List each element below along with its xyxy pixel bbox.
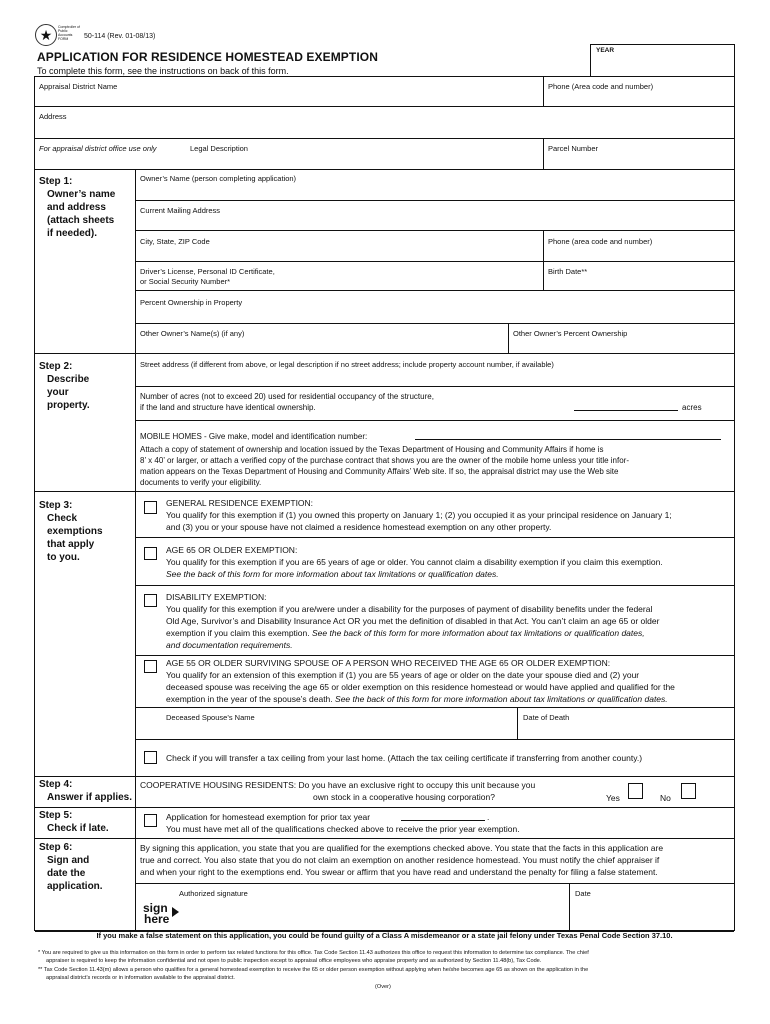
affirmation-text: and when your right to the exemptions end. You swear or affirm that you have read and understand the penalty for filing a false statement. xyxy=(140,867,658,877)
district-phone-label: Phone (Area code and number) xyxy=(548,82,654,91)
sign-arrow-icon xyxy=(172,907,179,917)
step1-line: and address xyxy=(47,202,106,213)
disability-exemption-checkbox[interactable] xyxy=(144,594,157,607)
date-label: Date xyxy=(575,889,591,898)
mobile-text: Attach a copy of statement of ownership and location issued by the Texas Department of Housing and Community Affairs if home is xyxy=(140,445,604,454)
mobile-home-id-field[interactable] xyxy=(415,431,721,440)
form-frame xyxy=(34,76,735,931)
sign-label: sign xyxy=(143,901,168,915)
page-title: APPLICATION FOR RESIDENCE HOMESTEAD EXEMPTION xyxy=(37,50,378,64)
age65-exemption-heading: AGE 65 OR OLDER EXEMPTION: xyxy=(166,545,298,555)
office-use-label: For appraisal district office use only xyxy=(39,144,157,153)
period: . xyxy=(487,812,490,822)
footnote: ** Tax Code Section 11.43(m) allows a person who qualifies for a general homestead exemption to receive the 65 or older person exemption without applying when he/she becomes age 65 as shown on the application in the xyxy=(38,967,589,973)
footnote: appraisal district’s records or in information available to the appraisal district. xyxy=(46,975,235,981)
step2-title: Step 2: xyxy=(39,361,73,372)
general-exemption-text: You qualify for this exemption if (1) you owned this property on January 1; (2) you occupied it as your principal residence on January 1; xyxy=(166,510,672,520)
acres-text-2: if the land and structure have identical ownership. xyxy=(140,403,316,412)
over-label: (Over) xyxy=(375,984,391,990)
disability-exemption-text: You qualify for this exemption if you are/were under a disability for the purposes of payment of disability benefits under the federal xyxy=(166,604,653,614)
form-number: 50-114 (Rev. 01-08/13) xyxy=(84,33,156,40)
age65-exemption-text: You qualify for this exemption if you are 65 years of age or older. You cannot claim a disability exemption if you claim this exemption. xyxy=(166,557,663,567)
seal-text: Comptroller of Public Accounts FORM xyxy=(58,25,80,41)
acres-text-1: Number of acres (not to exceed 20) used for residential occupancy of the structure, xyxy=(140,392,434,401)
general-exemption-text: and (3) you or your spouse have not claimed a residence homestead exemption on any other property. xyxy=(166,522,552,532)
surviving-spouse-checkbox[interactable] xyxy=(144,660,157,673)
prior-year-label: Application for homestead exemption for prior tax year xyxy=(166,812,371,822)
step3-line: that apply xyxy=(47,539,95,550)
step6-title: Step 6: xyxy=(39,842,73,853)
yes-label: Yes xyxy=(606,793,620,803)
authorized-signature-label: Authorized signature xyxy=(179,889,248,898)
signature-field[interactable] xyxy=(183,917,563,929)
license-label-1: Driver’s License, Personal ID Certificate, xyxy=(140,267,275,276)
surviving-spouse-heading: AGE 55 OR OLDER SURVIVING SPOUSE OF A PERSON WHO RECEIVED THE AGE 65 OR OLDER EXEMPTION: xyxy=(166,658,611,668)
step6-line: Sign and xyxy=(47,855,90,866)
footnote: appraiser is required to keep the information confidential and not open to public inspection except to appraisal office employees who appraise property and as authorized by Section 11.48(b), Tax Code. xyxy=(46,958,542,964)
late-application-checkbox[interactable] xyxy=(144,814,157,827)
step6-line: date the xyxy=(47,868,86,879)
age65-exemption-checkbox[interactable] xyxy=(144,547,157,560)
owner-phone-label: Phone (area code and number) xyxy=(548,237,653,246)
false-statement-warning: If you make a false statement on this application, you could be found guilty of a Class A misdemeanor or a state jail felony under Texas Penal Code Section 37.10. xyxy=(96,931,673,940)
tax-ceiling-transfer-text: Check if you will transfer a tax ceiling from your last home. (Attach the tax ceiling certificate if transferring from another county.) xyxy=(166,753,643,763)
step4-line: Answer if applies. xyxy=(47,792,133,803)
other-percent-label: Other Owner’s Percent Ownership xyxy=(513,329,628,338)
disability-exemption-heading: DISABILITY EXEMPTION: xyxy=(166,592,267,602)
here-label: here xyxy=(144,912,170,926)
percent-ownership-label: Percent Ownership in Property xyxy=(140,298,243,307)
step1-title: Step 1: xyxy=(39,176,73,187)
no-label: No xyxy=(660,793,671,803)
surviving-spouse-text: deceased spouse was receiving the age 65 or older exemption on this residence homestead or would have applied and qualified for the xyxy=(166,682,675,692)
city-state-zip-label: City, State, ZIP Code xyxy=(140,237,210,246)
disability-exemption-note: and documentation requirements. xyxy=(166,640,293,650)
affirmation-text: true and correct. You also state that you do not claim an exemption on another residence homestead. You must notify the chief appraiser if xyxy=(140,855,660,865)
license-label-2: or Social Security Number* xyxy=(140,277,231,286)
prior-tax-year-field[interactable] xyxy=(401,812,485,821)
comptroller-seal-icon: ★ xyxy=(35,24,57,46)
step1-line: Owner’s name xyxy=(47,189,116,200)
legal-description-label: Legal Description xyxy=(190,144,248,153)
mobile-text: mation appears on the Texas Department of Housing and Community Affairs’ Web site. If so, the appraisal district may use the Web site xyxy=(140,467,619,476)
step3-line: to you. xyxy=(47,552,80,563)
other-owners-label: Other Owner’s Name(s) (if any) xyxy=(140,329,245,338)
street-address-label: Street address (if different from above, or legal description if no street address; include property account number, if available) xyxy=(140,360,554,369)
signature-date-field[interactable] xyxy=(575,917,730,929)
prior-year-note: You must have met all of the qualifications checked above to receive the prior year exemption. xyxy=(166,824,520,834)
footnote: * You are required to give us this information on this form in order to perform tax related functions for this office. Tax Code Section 11.43 authorizes this office to request this information to determine tax compliance. The chief xyxy=(38,950,589,956)
step3-line: exemptions xyxy=(47,526,103,537)
surviving-spouse-text: You qualify for an extension of this exemption if (1) you are 55 years of age or older on the date your spouse died and (2) your xyxy=(166,670,640,680)
step1-line: (attach sheets xyxy=(47,215,115,226)
acres-unit: acres xyxy=(682,403,702,412)
acres-field[interactable] xyxy=(574,402,678,411)
general-exemption-checkbox[interactable] xyxy=(144,501,157,514)
step2-line: Describe xyxy=(47,374,90,385)
step6-line: application. xyxy=(47,881,103,892)
year-label: YEAR xyxy=(596,47,615,54)
disability-exemption-text: Old Age, Survivor’s and Disability Insurance Act OR you met the definition of disabled in that Act. You can’t claim an age 65 or older xyxy=(166,616,660,626)
cooperative-no-checkbox[interactable] xyxy=(681,783,696,799)
mobile-text: documents to verify your eligibility. xyxy=(140,478,262,487)
step5-line: Check if late. xyxy=(47,823,109,834)
mobile-homes-label: MOBILE HOMES - Give make, model and identification number: xyxy=(140,432,368,441)
step5-title: Step 5: xyxy=(39,810,73,821)
address-label: Address xyxy=(39,112,67,121)
cooperative-yes-checkbox[interactable] xyxy=(628,783,643,799)
date-of-death-label: Date of Death xyxy=(523,713,570,722)
surviving-spouse-text: exemption in the year of the spouse’s death. See the back of this form for more information about tax limitations or qualification dates. xyxy=(166,694,668,704)
owner-name-label: Owner’s Name (person completing application) xyxy=(140,174,297,183)
tax-ceiling-transfer-checkbox[interactable] xyxy=(144,751,157,764)
disability-exemption-text: exemption if you claim this exemption. See the back of this form for more information about tax limitations or qualification dates, xyxy=(166,628,645,638)
step3-line: Check xyxy=(47,513,78,524)
appraisal-district-label: Appraisal District Name xyxy=(39,82,118,91)
mailing-address-label: Current Mailing Address xyxy=(140,206,221,215)
step2-line: property. xyxy=(47,400,90,411)
mobile-text: 8’ x 40’ or larger, or attach a verified copy of the purchase contract that shows you are the owner of the mobile home unless your title infor- xyxy=(140,456,629,465)
step3-title: Step 3: xyxy=(39,500,73,511)
cooperative-question-2: own stock in a cooperative housing corporation? xyxy=(313,792,495,802)
cooperative-question-1: COOPERATIVE HOUSING RESIDENTS: Do you have an exclusive right to occupy this unit because you xyxy=(140,780,536,790)
general-exemption-heading: GENERAL RESIDENCE EXEMPTION: xyxy=(166,498,314,508)
step4-title: Step 4: xyxy=(39,779,73,790)
step2-line: your xyxy=(47,387,69,398)
age65-exemption-note: See the back of this form for more information about tax limitations or qualification dates. xyxy=(166,569,499,579)
deceased-spouse-label: Deceased Spouse’s Name xyxy=(166,713,255,722)
page-subtitle: To complete this form, see the instructions on back of this form. xyxy=(37,66,289,76)
birth-date-label: Birth Date** xyxy=(548,267,588,276)
affirmation-text: By signing this application, you state that you are qualified for the exemptions checked above. You state that the facts in this application are xyxy=(140,843,664,853)
parcel-number-label: Parcel Number xyxy=(548,144,599,153)
step1-line: if needed). xyxy=(47,228,98,239)
